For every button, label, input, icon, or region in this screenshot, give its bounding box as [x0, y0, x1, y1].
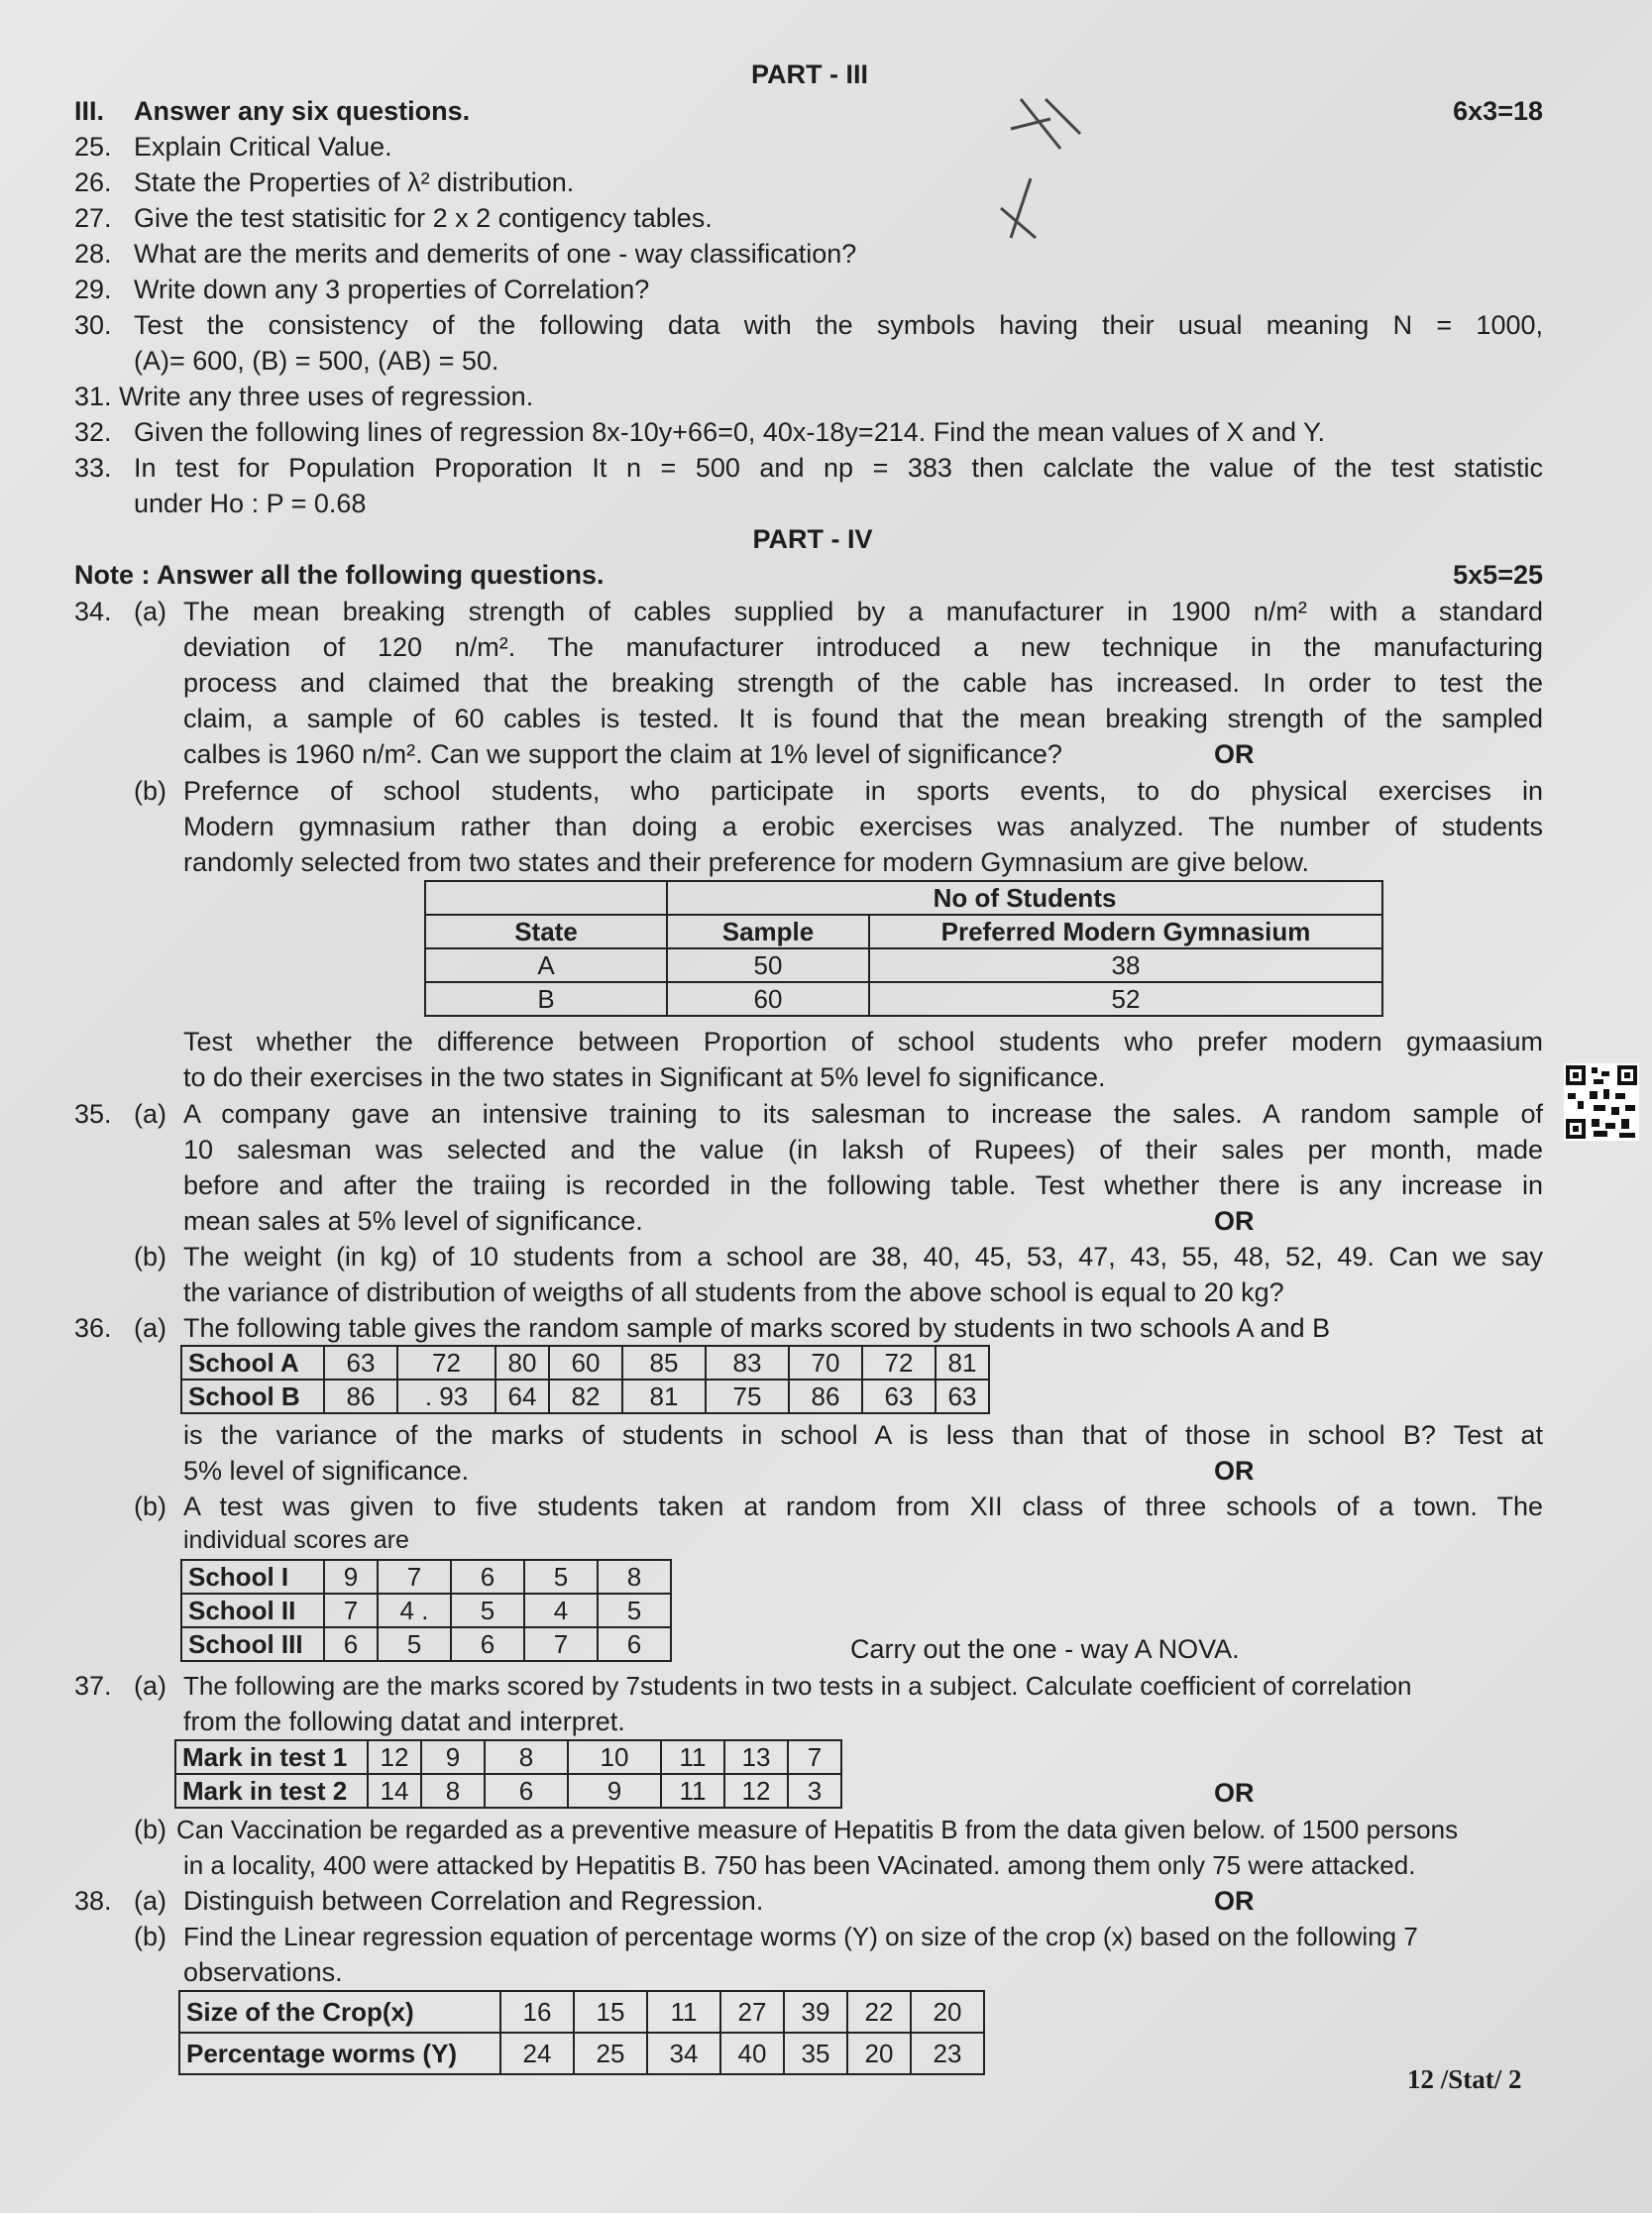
table-cell: 50 [667, 948, 869, 982]
table-cell: 9 [324, 1560, 378, 1594]
table-cell: 22 [847, 1991, 911, 2033]
q38a-text: Distinguish between Correlation and Regression. [183, 1886, 764, 1916]
q30-text: Test the consistency of the following data with the symbols having their usual meaning N = 1000, [134, 310, 1543, 340]
q35b-line2: the variance of distribution of weigths of all students from the above school is equal to 20 kg? [183, 1277, 1284, 1307]
q38b-line2: observations. [183, 1957, 343, 1987]
table-cell: 8 [598, 1560, 671, 1594]
q34b-line1: Prefernce of school students, who participate in sports events, to do physical exercises in [183, 776, 1543, 806]
table-row [181, 1594, 671, 1627]
table-cell: 12 [724, 1774, 788, 1808]
table-cell: 11 [661, 1740, 724, 1774]
table-cell: 7 [378, 1560, 451, 1594]
q31-num: 31. [74, 382, 112, 411]
q34b-after2: to do their exercises in the two states in Significant at 5% level fo significance. [183, 1062, 1106, 1092]
q38-num: 38. [74, 1886, 112, 1916]
q35a-line3: before and after the traiing is recorded in the following table. Test whether there is any increase in [183, 1170, 1543, 1200]
q31-text: Write any three uses of regression. [119, 382, 534, 411]
table-cell: 9 [568, 1774, 661, 1808]
q37b-line1: Can Vaccination be regarded as a preventive measure of Hepatitis B from the data given below. of 1500 persons [176, 1815, 1459, 1844]
table-row [181, 1346, 989, 1380]
table-cell: 20 [911, 1991, 984, 2033]
table-cell: 4 . [378, 1594, 451, 1627]
q36a-table [180, 1345, 990, 1414]
table-cell: 63 [324, 1346, 397, 1380]
table-row [425, 915, 1382, 948]
q34b-label: (b) [134, 776, 166, 806]
column-header: State [425, 915, 667, 948]
table-cell: 35 [784, 2033, 847, 2074]
q37a-label: (a) [134, 1671, 166, 1701]
q25-text: Explain Critical Value. [134, 132, 392, 162]
q36b-label: (b) [134, 1492, 166, 1521]
table-cell: 25 [574, 2033, 647, 2074]
table-cell: 5 [378, 1627, 451, 1661]
table-row [181, 1380, 989, 1413]
q28-num: 28. [74, 239, 112, 269]
qr-code-icon [1564, 1063, 1639, 1141]
table-cell: 4 [524, 1594, 598, 1627]
table-cell: 81 [622, 1380, 706, 1413]
q27-text: Give the test statisitic for 2 x 2 contigency tables. [134, 203, 713, 233]
table-cell: 20 [847, 2033, 911, 2074]
q37-or: OR [1214, 1778, 1255, 1808]
table-cell: 72 [397, 1346, 496, 1380]
part3-instruction: Answer any six questions. [134, 96, 471, 126]
table-cell: 63 [936, 1380, 989, 1413]
q37b-label: (b) [134, 1815, 166, 1844]
table-cell: 15 [574, 1991, 647, 2033]
q32-num: 32. [74, 417, 112, 447]
table-row [175, 1740, 841, 1774]
table-cell: 75 [706, 1380, 789, 1413]
q29-num: 29. [74, 275, 112, 304]
row-label: School II [181, 1594, 324, 1627]
table-cell: 24 [500, 2033, 574, 2074]
table-cell: 72 [862, 1346, 936, 1380]
q36a-intro: The following table gives the random sample of marks scored by students in two schools A and B [183, 1313, 1331, 1343]
part3-heading: PART - III [751, 59, 868, 89]
q36b-table [180, 1559, 672, 1662]
table-cell: 3 [788, 1774, 841, 1808]
q37a-line2: from the following datat and interpret. [183, 1707, 625, 1736]
row-label: Percentage worms (Y) [179, 2033, 500, 2074]
q35-or: OR [1214, 1206, 1255, 1236]
q36b-after: Carry out the one - way A NOVA. [850, 1634, 1240, 1664]
q35a-line4: mean sales at 5% level of significance. [183, 1206, 643, 1236]
q35b-label: (b) [134, 1242, 166, 1272]
q34-table [424, 880, 1383, 1017]
table-cell: 11 [661, 1774, 724, 1808]
table-row [179, 2033, 984, 2074]
column-header: Preferred Modern Gymnasium [869, 915, 1382, 948]
table-cell: 16 [500, 1991, 574, 2033]
q38-or: OR [1214, 1886, 1255, 1916]
table-cell: B [425, 982, 667, 1016]
table-cell: 8 [421, 1774, 485, 1808]
table-cell: 40 [720, 2033, 784, 2074]
table-cell: 83 [706, 1346, 789, 1380]
table-cell: 10 [568, 1740, 661, 1774]
table-cell: 86 [324, 1380, 397, 1413]
q37-num: 37. [74, 1671, 112, 1701]
table-cell: 9 [421, 1740, 485, 1774]
q37b-line2: in a locality, 400 were attacked by Hepatitis B. 750 has been VAcinated. among them only 75 were attacked. [183, 1850, 1416, 1880]
q34-num: 34. [74, 597, 112, 626]
table-cell: 6 [324, 1627, 378, 1661]
q25-num: 25. [74, 132, 112, 162]
table-cell: 23 [911, 2033, 984, 2074]
table-row [181, 1627, 671, 1661]
table-cell: 7 [324, 1594, 378, 1627]
row-label: School I [181, 1560, 324, 1594]
table-cell: 70 [789, 1346, 862, 1380]
q35a-line2: 10 salesman was selected and the value (in laksh of Rupees) of their sales per month, made [183, 1135, 1543, 1164]
q34b-after1: Test whether the difference between Proportion of school students who prefer modern gymaasium [183, 1027, 1543, 1056]
q36-num: 36. [74, 1313, 112, 1343]
row-label: Mark in test 2 [175, 1774, 368, 1808]
table-row [179, 1991, 984, 2033]
table-cell: 38 [869, 948, 1382, 982]
q34b-line3: randomly selected from two states and their preference for modern Gymnasium are give below. [183, 847, 1310, 877]
part4-marks: 5x5=25 [1453, 560, 1543, 590]
table-cell: 11 [647, 1991, 720, 2033]
q26-num: 26. [74, 167, 112, 197]
q34a-line1: The mean breaking strength of cables supplied by a manufacturer in 1900 n/m² with a standard [183, 597, 1543, 626]
table-cell: 7 [524, 1627, 598, 1661]
part3-marks: 6x3=18 [1453, 96, 1543, 126]
table-cell: 63 [862, 1380, 936, 1413]
table-cell: 81 [936, 1346, 989, 1380]
table-row [425, 982, 1382, 1016]
table-cell: . 93 [397, 1380, 496, 1413]
table-row [181, 1560, 671, 1594]
table-cell: 39 [784, 1991, 847, 2033]
table-cell: 27 [720, 1991, 784, 2033]
q34a-line3: process and claimed that the breaking strength of the cable has increased. In order to test the [183, 668, 1543, 698]
table-cell: 5 [598, 1594, 671, 1627]
table-cell: 12 [368, 1740, 421, 1774]
q32-text: Given the following lines of regression 8x-10y+66=0, 40x-18y=214. Find the mean values of X and Y. [134, 417, 1326, 447]
q26-text: State the Properties of λ² distribution. [134, 167, 575, 197]
part4-heading: PART - IV [752, 524, 873, 554]
q34a-label: (a) [134, 597, 166, 626]
table-cell: 34 [647, 2033, 720, 2074]
q35-num: 35. [74, 1099, 112, 1129]
table-cell: 60 [549, 1346, 622, 1380]
table-cell: 64 [496, 1380, 549, 1413]
table-cell: 7 [788, 1740, 841, 1774]
table-cell: 6 [598, 1627, 671, 1661]
q36a-after2: 5% level of significance. [183, 1456, 470, 1486]
column-header: Sample [667, 915, 869, 948]
table-cell: 5 [451, 1594, 524, 1627]
row-label: School A [181, 1346, 324, 1380]
table-cell: 80 [496, 1346, 549, 1380]
q30-num: 30. [74, 310, 112, 340]
table-cell: 85 [622, 1346, 706, 1380]
table-cell: 5 [524, 1560, 598, 1594]
part3-instruction-num: III. [74, 96, 105, 126]
q33-text: In test for Population Proporation It n = 500 and np = 383 then calclate the value of the test statistic [134, 453, 1543, 483]
row-label: Size of the Crop(x) [179, 1991, 500, 2033]
row-label: Mark in test 1 [175, 1740, 368, 1774]
q27-num: 27. [74, 203, 112, 233]
q35a-line1: A company gave an intensive training to its salesman to increase the sales. A random sample of [183, 1099, 1543, 1129]
q38b-line1: Find the Linear regression equation of percentage worms (Y) on size of the crop (x) based on the following 7 [183, 1922, 1418, 1951]
q34a-line4: claim, a sample of 60 cables is tested. It is found that the mean breaking strength of the sampled [183, 704, 1543, 733]
page-footer: 12 /Stat/ 2 [1407, 2064, 1522, 2094]
q36b-line2: individual scores are [183, 1526, 409, 1554]
q34a-line2: deviation of 120 n/m². The manufacturer introduced a new technique in the manufacturing [183, 632, 1543, 662]
part4-note: Note : Answer all the following questions. [74, 560, 605, 590]
q35b-line1: The weight (in kg) of 10 students from a school are 38, 40, 45, 53, 47, 43, 55, 48, 52, 49. Can we say [183, 1242, 1543, 1272]
q29-text: Write down any 3 properties of Correlation? [134, 275, 650, 304]
q33-text2: under Ho : P = 0.68 [134, 489, 367, 518]
q33-num: 33. [74, 453, 112, 483]
q37a-line1: The following are the marks scored by 7students in two tests in a subject. Calculate coefficient of correlation [183, 1671, 1412, 1701]
table-cell: 6 [451, 1627, 524, 1661]
table-cell: 14 [368, 1774, 421, 1808]
q36b-line1: A test was given to five students taken at random from XII class of three schools of a town. The [183, 1492, 1543, 1521]
table-cell: 52 [869, 982, 1382, 1016]
row-label: School III [181, 1627, 324, 1661]
table-cell: 6 [485, 1774, 568, 1808]
row-label: School B [181, 1380, 324, 1413]
table-cell: 6 [451, 1560, 524, 1594]
q35a-label: (a) [134, 1099, 166, 1129]
table-row [175, 1774, 841, 1808]
group-header: No of Students [667, 881, 1382, 915]
q30-text2: (A)= 600, (B) = 500, (AB) = 50. [134, 346, 499, 376]
table-cell: 8 [485, 1740, 568, 1774]
table-cell: 60 [667, 982, 869, 1016]
q36-or: OR [1214, 1456, 1255, 1486]
q38a-label: (a) [134, 1886, 166, 1916]
q38b-table [178, 1990, 985, 2075]
q34b-line2: Modern gymnasium rather than doing a erobic exercises was analyzed. The number of students [183, 812, 1543, 841]
handwritten-mark-icon [991, 89, 1110, 248]
q34-or: OR [1214, 739, 1255, 769]
table-cell: 82 [549, 1380, 622, 1413]
q36a-label: (a) [134, 1313, 166, 1343]
table-cell: A [425, 948, 667, 982]
table-cell: 13 [724, 1740, 788, 1774]
q28-text: What are the merits and demerits of one - way classification? [134, 239, 857, 269]
q37a-table [174, 1739, 842, 1809]
table-row [425, 948, 1382, 982]
table-cell: 86 [789, 1380, 862, 1413]
q34a-line5: calbes is 1960 n/m². Can we support the claim at 1% level of significance? [183, 739, 1062, 769]
table-row [425, 881, 1382, 915]
q36a-after1: is the variance of the marks of students in school A is less than that of those in school B? Test at [183, 1420, 1543, 1450]
q38b-label: (b) [134, 1922, 166, 1951]
